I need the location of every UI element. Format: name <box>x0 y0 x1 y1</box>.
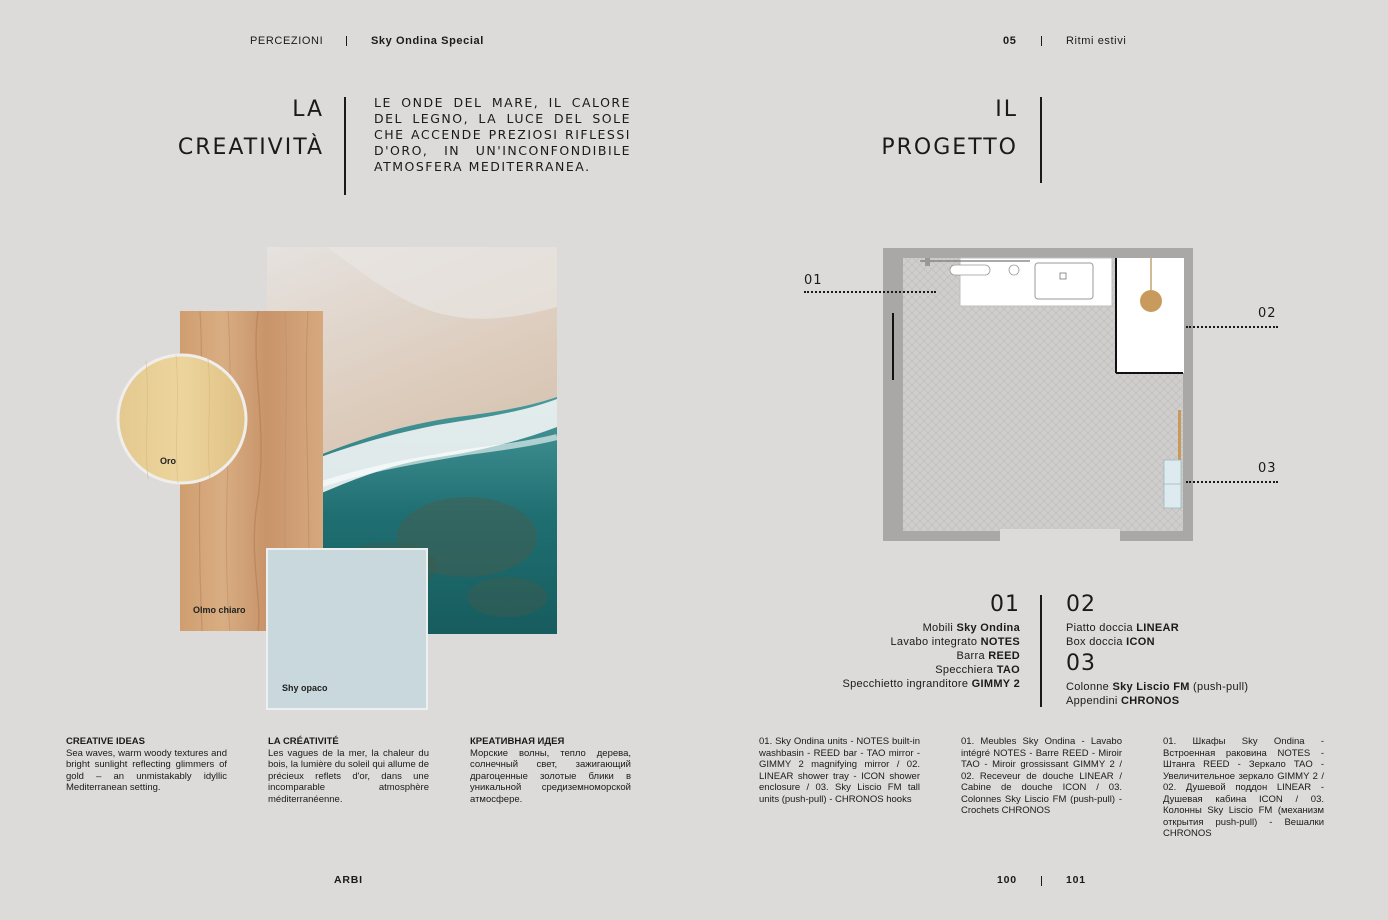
caption-russian: КРЕАТИВНАЯ ИДЕЯ Морские волны, тепло дерева, солнечный свет, зажигающий драгоценные золотые блики в уникальной средиземноморской атмосфере. <box>470 736 631 805</box>
header-divider-right <box>1041 36 1042 46</box>
legend-number-01: 01 <box>990 592 1020 617</box>
footer-divider <box>1041 876 1042 886</box>
header-page-number: 05 <box>1003 35 1017 47</box>
swatch-label-olmo: Olmo chiaro <box>193 605 246 615</box>
legend-list-01: Mobili Sky Ondina Lavabo integrato NOTES Barra REED Specchiera TAO Specchietto ingranditore GIMMY 2 <box>842 622 1020 690</box>
swatch-label-oro: Oro <box>160 456 177 466</box>
title-divider-right <box>1040 97 1042 183</box>
title-divider <box>344 97 346 195</box>
header-right-title: Ritmi estivi <box>1066 35 1127 47</box>
footer-brand: ARBI <box>334 874 363 886</box>
page-title-left: LA CREATIVITÀ <box>177 97 324 160</box>
footer-page-right: 101 <box>1066 874 1086 886</box>
wood-swatch-oro <box>116 353 248 485</box>
header-section: PERCEZIONI <box>250 35 324 47</box>
caption-french: LA CRÉATIVITÉ Les vagues de la mer, la chaleur du bois, la lumière du soleil qui allume de précieux reflets d'or, dans une incomparable atmosphère méditerranéenne. <box>268 736 429 805</box>
header-title: Sky Ondina Special <box>371 35 484 47</box>
plan-callout-02: 02 <box>1258 306 1277 321</box>
swatch-label-sky: Shy opaco <box>282 683 328 693</box>
translation-french: 01. Meubles Sky Ondina - Lavabo intégré NOTES - Barre REED - Miroir TAO - Miroir grossissant GIMMY 2 / 02. Receveur de douche LINEAR / Cabine de douche ICON / 03. Colonnes Sky Liscio FM (push-pull) - Crochets CHRONOS <box>961 736 1122 816</box>
legend-number-02: 02 <box>1066 592 1096 617</box>
legend-list-03: Colonne Sky Liscio FM (push-pull) Appendini CHRONOS <box>1066 681 1249 707</box>
header-divider <box>346 36 347 46</box>
intro-text: LE ONDE DEL MARE, IL CALORE DEL LEGNO, LA LUCE DEL SOLE CHE ACCENDE PREZIOSI RIFLESSI D'ORO, IN UN'INCONFONDIBILE ATMOSFERA MEDITERRANEA. <box>374 95 631 174</box>
plan-leader-02 <box>1186 326 1278 328</box>
floor-plan <box>880 245 1200 545</box>
translation-russian: 01. Шкафы Sky Ondina - Встроенная раковина NOTES - Штанга REED - Зеркало TAO - Увеличительное зеркало GIMMY 2 / 02. Душевой поддон LINEAR - Душевая кабина ICON / 03. Колонны Sky Liscio FM (механизм открытия push-pull) - Вешалки CHRONOS <box>1163 736 1324 839</box>
footer-page-left: 100 <box>997 874 1017 886</box>
plan-leader-01 <box>804 291 936 293</box>
plan-callout-03: 03 <box>1258 461 1277 476</box>
translation-english: 01. Sky Ondina units - NOTES built-in washbasin - REED bar - TAO mirror - GIMMY 2 magnifying mirror / 02. LINEAR shower tray - ICON shower enclosure / 03. Sky Liscio FM tall units (push-pull) - CHRONOS hooks <box>759 736 920 805</box>
legend-list-02: Piatto doccia LINEAR Box doccia ICON <box>1066 622 1179 648</box>
legend-number-03: 03 <box>1066 651 1096 676</box>
page-title-right: IL PROGETTO <box>881 97 1018 160</box>
legend-divider <box>1040 595 1042 707</box>
plan-leader-03 <box>1186 481 1278 483</box>
caption-english: CREATIVE IDEAS Sea waves, warm woody textures and bright sunlight reflecting glimmers of gold – an unmistakably idyllic Mediterranean setting. <box>66 736 227 793</box>
plan-callout-01: 01 <box>804 273 823 288</box>
